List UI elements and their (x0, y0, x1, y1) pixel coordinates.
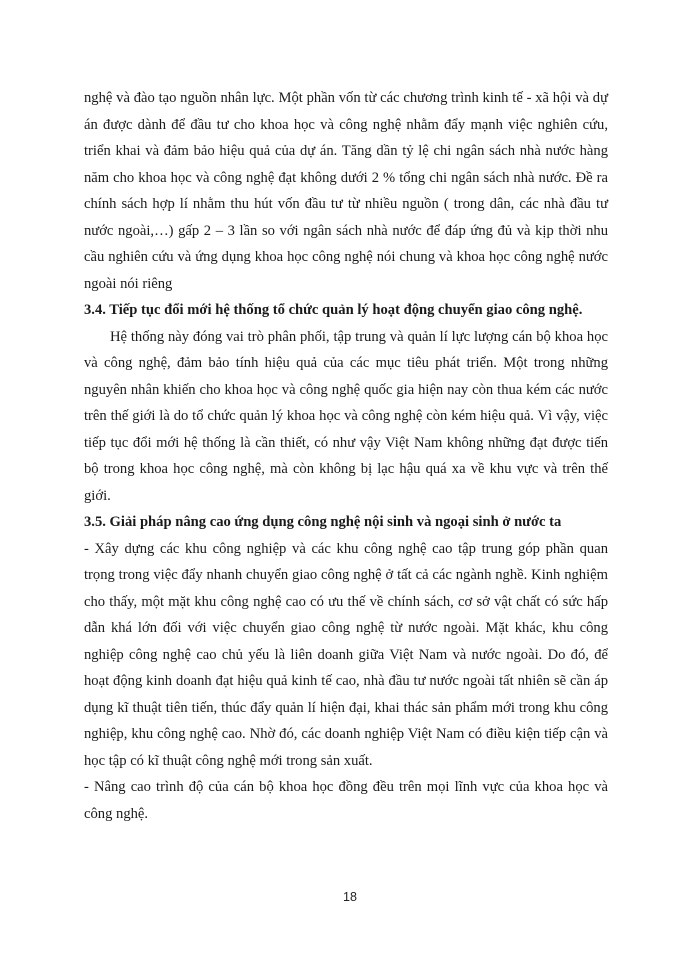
paragraph-organization: Hệ thống này đóng vai trò phân phối, tập trung và quản lí lực lượng cán bộ khoa học và công nghệ, đảm bảo tính hiệu quả của các mục tiêu phát triển. Một trong những nguyên nhân khiến cho khoa học và công nghệ quốc gia hiện nay còn thua kém các nước trên thế giới là do tổ chức quản lý khoa học và công nghệ còn kém hiệu quả. Vì vậy, việc tiếp tục đổi mới hệ thống là cần thiết, có như vậy Việt Nam không những đạt được tiến bộ trong khoa học công nghệ, mà còn không bị lạc hậu quá xa về khu vực và trên thế giới. (84, 328, 608, 504)
heading-3-4: 3.4. Tiếp tục đổi mới hệ thống tổ chức quản lý hoạt động chuyển giao công nghệ. (84, 302, 583, 318)
paragraph-funding: nghệ và đào tạo nguồn nhân lực. Một phần vốn từ các chương trình kinh tế - xã hội và dự án được dành để đầu tư cho khoa học và công nghệ nhằm đẩy mạnh việc nghiên cứu, triển khai và đảm bảo hiệu quả của dự án. Tăng dần tỷ lệ chi ngân sách nhà nước hàng năm cho khoa học và công nghệ đạt không dưới 2 % tổng chi ngân sách nhà nước. Đề ra chính sách hợp lí nhằm thu hút vốn đầu tư từ nhiều nguồn ( trong dân, các nhà đầu tư nước ngoài,…) gấp 2 – 3 lần so với ngân sách nhà nước để đáp ứng đủ và kịp thời nhu cầu nghiên cứu và ứng dụng khoa học công nghệ nói chung và khoa học công nghệ nước ngoài nói riêng (84, 90, 608, 292)
heading-3-5: 3.5. Giải pháp nâng cao ứng dụng công nghệ nội sinh và ngoại sinh ở nước ta (84, 514, 562, 530)
page-number: 18 (343, 890, 357, 904)
paragraph-staff-training: - Nâng cao trình độ của cán bộ khoa học đồng đều trên mọi lĩnh vực của khoa học và công nghệ. (84, 779, 608, 822)
paragraph-industrial-zones: - Xây dựng các khu công nghiệp và các khu công nghệ cao tập trung góp phần quan trọng trong việc đẩy nhanh chuyển giao công nghệ ở tất cả các ngành nghề. Kinh nghiệm cho thấy, một mặt khu công nghệ cao có ưu thế về chính sách, cơ sở vật chất có sức hấp dẫn khá lớn đối với việc chuyển giao công nghệ từ nước ngoài. Mặt khác, khu công nghiệp công nghệ cao chủ yếu là liên doanh giữa Việt Nam và nước ngoài. Do đó, để hoạt động kinh doanh đạt hiệu quả kinh tế cao, nhà đầu tư nước ngoài tất nhiên sẽ cần áp dụng kĩ thuật tiên tiến, thúc đẩy quản lí hiện đại, khai thác sản phẩm mới trong khu công nghiệp, khu công nghệ cao. Nhờ đó, các doanh nghiệp Việt Nam có điều kiện tiếp cận và học tập có kĩ thuật công nghệ mới trong sản xuất. (84, 540, 608, 769)
